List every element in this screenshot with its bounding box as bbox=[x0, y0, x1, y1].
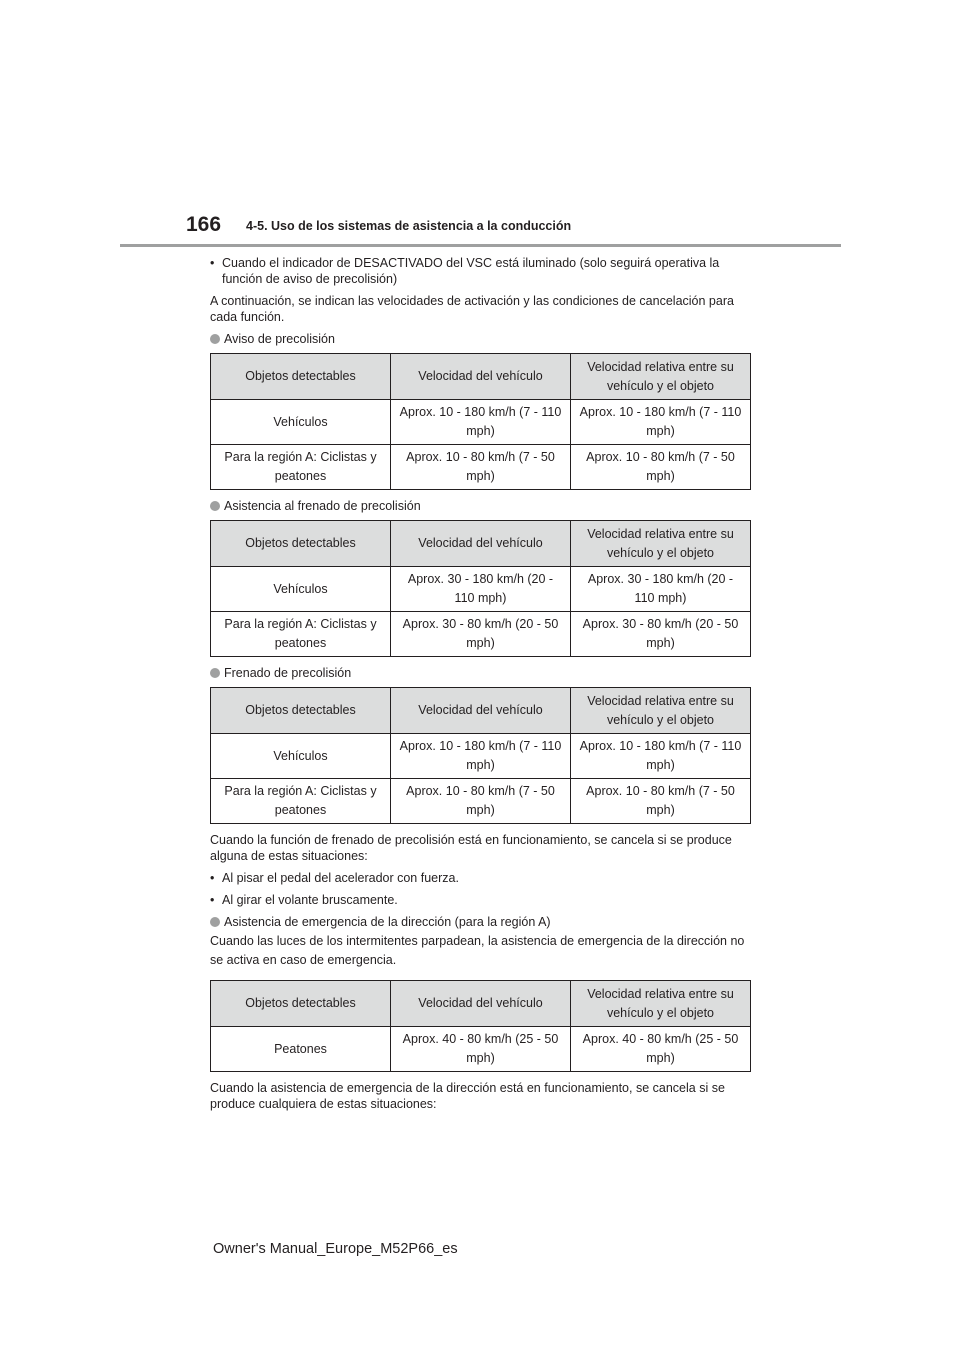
header-cell: Velocidad relativa entre su vehículo y el objeto bbox=[571, 688, 751, 734]
header-cell: Velocidad del vehículo bbox=[391, 688, 571, 734]
table-row bbox=[211, 734, 751, 779]
header-cell: Objetos detectables bbox=[211, 981, 391, 1027]
spec-table-frenado bbox=[210, 687, 751, 824]
table-cell: Aprox. 10 - 80 km/h (7 - 50 mph) bbox=[391, 445, 571, 490]
spec-table-aviso bbox=[210, 353, 751, 490]
bullet-dot-icon bbox=[210, 917, 220, 927]
header-cell: Velocidad relativa entre su vehículo y el objeto bbox=[571, 354, 751, 400]
section-heading-label: Frenado de precolisión bbox=[224, 666, 352, 680]
table-row bbox=[211, 400, 751, 445]
table-cell: Para la región A: Ciclistas y peatones bbox=[211, 779, 391, 824]
intro-bullet: • Cuando el indicador de DESACTIVADO del VSC está iluminado (solo seguirá operativa la función de aviso de precolisión) bbox=[210, 255, 750, 287]
table-cell: Para la región A: Ciclistas y peatones bbox=[211, 445, 391, 490]
table-header-row bbox=[211, 521, 751, 567]
page-content bbox=[210, 255, 750, 1118]
table-cell: Aprox. 10 - 180 km/h (7 - 110 mph) bbox=[391, 734, 571, 779]
header-cell: Objetos detectables bbox=[211, 688, 391, 734]
table-header-row bbox=[211, 981, 751, 1027]
steering-cancel-paragraph: Cuando la asistencia de emergencia de la dirección está en funcionamiento, se cancela si se produce cualquiera de estas situaciones: bbox=[210, 1081, 725, 1111]
table-row bbox=[211, 445, 751, 490]
table-row bbox=[211, 1027, 751, 1072]
table-cell: Aprox. 10 - 80 km/h (7 - 50 mph) bbox=[571, 445, 751, 490]
table-cell: Aprox. 30 - 180 km/h (20 - 110 mph) bbox=[571, 567, 751, 612]
table-header-row bbox=[211, 688, 751, 734]
table-cell: Peatones bbox=[211, 1027, 391, 1072]
table-cell: Para la región A: Ciclistas y peatones bbox=[211, 612, 391, 657]
header-cell: Velocidad del vehículo bbox=[391, 521, 571, 567]
table-cell: Aprox. 10 - 180 km/h (7 - 110 mph) bbox=[571, 400, 751, 445]
spec-table-asistencia bbox=[210, 520, 751, 657]
header-cell: Objetos detectables bbox=[211, 521, 391, 567]
section-heading-direccion bbox=[210, 914, 750, 930]
table-cell: Aprox. 40 - 80 km/h (25 - 50 mph) bbox=[391, 1027, 571, 1072]
table-header-row bbox=[211, 354, 751, 400]
page-number: 166 bbox=[186, 213, 222, 236]
table-row bbox=[211, 612, 751, 657]
section-title: 4-5. Uso de los sistemas de asistencia a la conducción bbox=[246, 219, 572, 233]
bullet-dot-icon bbox=[210, 668, 220, 678]
braking-cancel-paragraph: Cuando la función de frenado de precolisión está en funcionamiento, se cancela si se produce alguna de estas situaciones: bbox=[210, 833, 732, 863]
table-cell: Aprox. 30 - 80 km/h (20 - 50 mph) bbox=[571, 612, 751, 657]
bullet-dot-icon bbox=[210, 501, 220, 511]
table-cell: Aprox. 10 - 180 km/h (7 - 110 mph) bbox=[391, 400, 571, 445]
bullet-dot-icon bbox=[210, 334, 220, 344]
header-cell: Velocidad relativa entre su vehículo y el objeto bbox=[571, 981, 751, 1027]
header-divider bbox=[120, 244, 841, 247]
table-row bbox=[211, 779, 751, 824]
header-cell: Objetos detectables bbox=[211, 354, 391, 400]
section-heading-label: Aviso de precolisión bbox=[224, 332, 335, 346]
section-heading-aviso bbox=[210, 331, 750, 347]
table-cell: Aprox. 10 - 80 km/h (7 - 50 mph) bbox=[391, 779, 571, 824]
header-cell: Velocidad relativa entre su vehículo y el objeto bbox=[571, 521, 751, 567]
table-row bbox=[211, 567, 751, 612]
section-heading-frenado bbox=[210, 665, 750, 681]
table-cell: Vehículos bbox=[211, 734, 391, 779]
table-cell: Aprox. 10 - 80 km/h (7 - 50 mph) bbox=[571, 779, 751, 824]
section-heading-label: Asistencia al frenado de precolisión bbox=[224, 499, 421, 513]
table-cell: Vehículos bbox=[211, 400, 391, 445]
section-heading-label: Asistencia de emergencia de la dirección (para la región A) bbox=[224, 915, 551, 929]
table-cell: Aprox. 30 - 180 km/h (20 - 110 mph) bbox=[391, 567, 571, 612]
table-cell: Aprox. 10 - 180 km/h (7 - 110 mph) bbox=[571, 734, 751, 779]
header-cell: Velocidad del vehículo bbox=[391, 981, 571, 1027]
cancel-condition-bullet: • Al pisar el pedal del acelerador con fuerza. bbox=[210, 870, 750, 886]
header-cell: Velocidad del vehículo bbox=[391, 354, 571, 400]
section-heading-asistencia bbox=[210, 498, 750, 514]
table-cell: Aprox. 30 - 80 km/h (20 - 50 mph) bbox=[391, 612, 571, 657]
footer-manual-id: Owner's Manual_Europe_M52P66_es bbox=[213, 1241, 458, 1257]
table-cell: Vehículos bbox=[211, 567, 391, 612]
steering-paragraph: Cuando las luces de los intermitentes parpadean, la asistencia de emergencia de la dirección no se activa en caso de emergencia. bbox=[210, 934, 745, 967]
cancel-condition-bullet: • Al girar el volante bruscamente. bbox=[210, 892, 750, 908]
intro-paragraph: A continuación, se indican las velocidades de activación y las condiciones de cancelación para cada función. bbox=[210, 294, 734, 324]
spec-table-direccion bbox=[210, 980, 751, 1072]
table-cell: Aprox. 40 - 80 km/h (25 - 50 mph) bbox=[571, 1027, 751, 1072]
